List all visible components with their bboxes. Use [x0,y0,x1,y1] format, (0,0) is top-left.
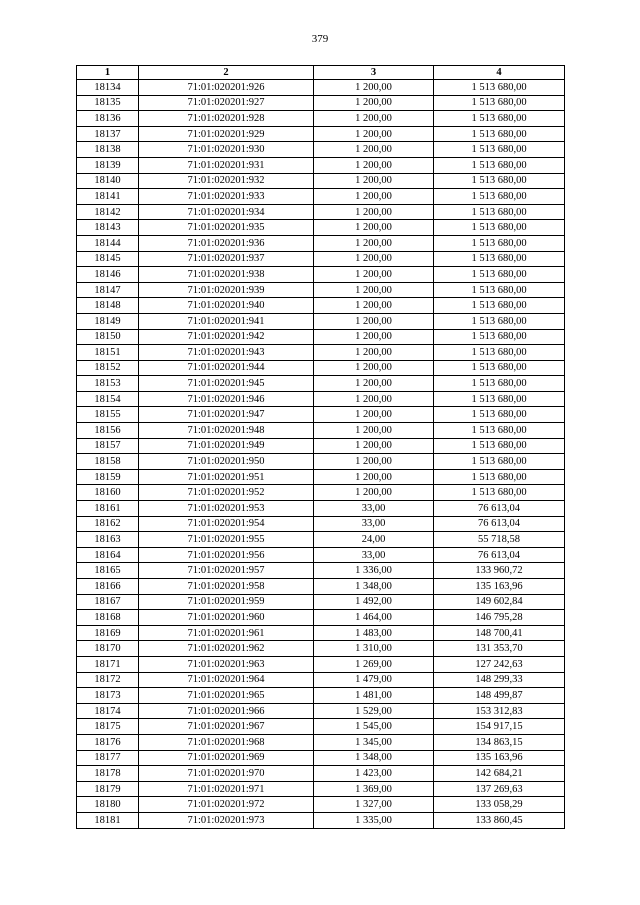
cadastral-number-cell: 71:01:020201:963 [139,656,314,672]
row-number-cell: 18178 [77,766,139,782]
table-row [77,516,565,532]
area-cell: 1 200,00 [314,204,434,220]
area-cell: 1 481,00 [314,688,434,704]
value-cell: 1 513 680,00 [434,267,565,283]
row-number-cell: 18162 [77,516,139,532]
table-row [77,376,565,392]
table-row [77,812,565,828]
row-number-cell: 18135 [77,95,139,111]
table-row [77,734,565,750]
area-cell: 1 200,00 [314,407,434,423]
table-row [77,111,565,127]
value-cell: 137 269,63 [434,781,565,797]
table-row [77,126,565,142]
cadastral-number-cell: 71:01:020201:972 [139,797,314,813]
area-cell: 1 483,00 [314,625,434,641]
area-cell: 1 200,00 [314,329,434,345]
cadastral-number-cell: 71:01:020201:933 [139,189,314,205]
value-cell: 148 499,87 [434,688,565,704]
value-cell: 1 513 680,00 [434,423,565,439]
area-cell: 1 200,00 [314,391,434,407]
area-cell: 1 200,00 [314,126,434,142]
table-body [77,80,565,829]
value-cell: 1 513 680,00 [434,438,565,454]
row-number-cell: 18141 [77,189,139,205]
row-number-cell: 18137 [77,126,139,142]
column-header-4: 4 [434,66,565,80]
table-row [77,750,565,766]
table-row [77,220,565,236]
row-number-cell: 18139 [77,157,139,173]
row-number-cell: 18176 [77,734,139,750]
value-cell: 1 513 680,00 [434,251,565,267]
table-row [77,204,565,220]
table-row [77,563,565,579]
cadastral-number-cell: 71:01:020201:966 [139,703,314,719]
area-cell: 1 200,00 [314,454,434,470]
value-cell: 1 513 680,00 [434,282,565,298]
area-cell: 1 464,00 [314,610,434,626]
area-cell: 1 529,00 [314,703,434,719]
table-row [77,251,565,267]
area-cell: 1 200,00 [314,95,434,111]
cadastral-number-cell: 71:01:020201:934 [139,204,314,220]
cadastral-number-cell: 71:01:020201:937 [139,251,314,267]
table-row [77,329,565,345]
area-cell: 1 200,00 [314,313,434,329]
area-cell: 1 200,00 [314,485,434,501]
table-row [77,688,565,704]
cadastral-number-cell: 71:01:020201:955 [139,532,314,548]
value-cell: 1 513 680,00 [434,454,565,470]
cadastral-number-cell: 71:01:020201:968 [139,734,314,750]
value-cell: 133 058,29 [434,797,565,813]
table-row [77,547,565,563]
value-cell: 1 513 680,00 [434,407,565,423]
cadastral-number-cell: 71:01:020201:945 [139,376,314,392]
row-number-cell: 18174 [77,703,139,719]
value-cell: 154 917,15 [434,719,565,735]
area-cell: 1 200,00 [314,282,434,298]
row-number-cell: 18168 [77,610,139,626]
cadastral-number-cell: 71:01:020201:954 [139,516,314,532]
row-number-cell: 18138 [77,142,139,158]
cadastral-number-cell: 71:01:020201:929 [139,126,314,142]
value-cell: 148 299,33 [434,672,565,688]
cadastral-number-cell: 71:01:020201:967 [139,719,314,735]
row-number-cell: 18158 [77,454,139,470]
value-cell: 1 513 680,00 [434,360,565,376]
cadastral-number-cell: 71:01:020201:964 [139,672,314,688]
row-number-cell: 18134 [77,80,139,96]
cadastral-number-cell: 71:01:020201:935 [139,220,314,236]
cadastral-number-cell: 71:01:020201:951 [139,469,314,485]
row-number-cell: 18169 [77,625,139,641]
table-row [77,95,565,111]
row-number-cell: 18144 [77,235,139,251]
value-cell: 146 795,28 [434,610,565,626]
row-number-cell: 18177 [77,750,139,766]
cadastral-number-cell: 71:01:020201:941 [139,313,314,329]
value-cell: 1 513 680,00 [434,376,565,392]
row-number-cell: 18180 [77,797,139,813]
cadastral-number-cell: 71:01:020201:940 [139,298,314,314]
area-cell: 1 369,00 [314,781,434,797]
table-row [77,797,565,813]
value-cell: 1 513 680,00 [434,485,565,501]
value-cell: 1 513 680,00 [434,126,565,142]
cadastral-number-cell: 71:01:020201:961 [139,625,314,641]
row-number-cell: 18142 [77,204,139,220]
table-row [77,267,565,283]
value-cell: 134 863,15 [434,734,565,750]
value-cell: 1 513 680,00 [434,142,565,158]
cadastral-number-cell: 71:01:020201:942 [139,329,314,345]
table-row [77,501,565,517]
cadastral-number-cell: 71:01:020201:927 [139,95,314,111]
page-number: 379 [311,33,329,45]
cadastral-number-cell: 71:01:020201:928 [139,111,314,127]
value-cell: 1 513 680,00 [434,329,565,345]
row-number-cell: 18175 [77,719,139,735]
row-number-cell: 18160 [77,485,139,501]
cadastral-number-cell: 71:01:020201:953 [139,501,314,517]
row-number-cell: 18172 [77,672,139,688]
area-cell: 1 327,00 [314,797,434,813]
value-cell: 1 513 680,00 [434,313,565,329]
area-cell: 33,00 [314,547,434,563]
row-number-cell: 18153 [77,376,139,392]
table-row [77,719,565,735]
row-number-cell: 18136 [77,111,139,127]
value-cell: 55 718,58 [434,532,565,548]
value-cell: 1 513 680,00 [434,235,565,251]
value-cell: 149 602,84 [434,594,565,610]
cadastral-number-cell: 71:01:020201:938 [139,267,314,283]
cadastral-number-cell: 71:01:020201:962 [139,641,314,657]
table-row [77,766,565,782]
table-row [77,345,565,361]
table-row [77,407,565,423]
row-number-cell: 18164 [77,547,139,563]
row-number-cell: 18145 [77,251,139,267]
area-cell: 1 200,00 [314,235,434,251]
column-header-2: 2 [139,66,314,80]
cadastral-number-cell: 71:01:020201:926 [139,80,314,96]
value-cell: 1 513 680,00 [434,204,565,220]
area-cell: 1 200,00 [314,157,434,173]
table-row [77,173,565,189]
area-cell: 33,00 [314,516,434,532]
row-number-cell: 18140 [77,173,139,189]
table-row [77,579,565,595]
value-cell: 1 513 680,00 [434,298,565,314]
table-row [77,423,565,439]
area-cell: 1 345,00 [314,734,434,750]
area-cell: 1 200,00 [314,173,434,189]
row-number-cell: 18154 [77,391,139,407]
value-cell: 76 613,04 [434,516,565,532]
table-row [77,235,565,251]
area-cell: 1 200,00 [314,111,434,127]
area-cell: 1 335,00 [314,812,434,828]
area-cell: 1 423,00 [314,766,434,782]
value-cell: 1 513 680,00 [434,111,565,127]
value-cell: 1 513 680,00 [434,95,565,111]
row-number-cell: 18165 [77,563,139,579]
cadastral-number-cell: 71:01:020201:970 [139,766,314,782]
value-cell: 142 684,21 [434,766,565,782]
table-row [77,157,565,173]
area-cell: 1 200,00 [314,220,434,236]
row-number-cell: 18173 [77,688,139,704]
table-header-row [77,66,565,80]
table-row [77,469,565,485]
area-cell: 1 492,00 [314,594,434,610]
value-cell: 1 513 680,00 [434,391,565,407]
value-cell: 1 513 680,00 [434,469,565,485]
value-cell: 135 163,96 [434,750,565,766]
table-row [77,360,565,376]
area-cell: 1 200,00 [314,423,434,439]
cadastral-number-cell: 71:01:020201:930 [139,142,314,158]
table-row [77,625,565,641]
row-number-cell: 18148 [77,298,139,314]
area-cell: 1 545,00 [314,719,434,735]
cadastral-number-cell: 71:01:020201:944 [139,360,314,376]
area-cell: 33,00 [314,501,434,517]
row-number-cell: 18163 [77,532,139,548]
area-cell: 1 200,00 [314,189,434,205]
value-cell: 133 960,72 [434,563,565,579]
value-cell: 1 513 680,00 [434,80,565,96]
cadastral-number-cell: 71:01:020201:958 [139,579,314,595]
area-cell: 24,00 [314,532,434,548]
area-cell: 1 200,00 [314,142,434,158]
table-row [77,594,565,610]
cadastral-number-cell: 71:01:020201:960 [139,610,314,626]
cadastral-number-cell: 71:01:020201:932 [139,173,314,189]
cadastral-number-cell: 71:01:020201:971 [139,781,314,797]
cadastral-number-cell: 71:01:020201:959 [139,594,314,610]
cadastral-number-cell: 71:01:020201:948 [139,423,314,439]
row-number-cell: 18181 [77,812,139,828]
row-number-cell: 18161 [77,501,139,517]
value-cell: 76 613,04 [434,501,565,517]
table-row [77,656,565,672]
cadastral-number-cell: 71:01:020201:949 [139,438,314,454]
row-number-cell: 18156 [77,423,139,439]
data-table [76,65,565,829]
row-number-cell: 18157 [77,438,139,454]
row-number-cell: 18170 [77,641,139,657]
value-cell: 1 513 680,00 [434,189,565,205]
area-cell: 1 336,00 [314,563,434,579]
table-row [77,454,565,470]
table-row [77,485,565,501]
value-cell: 153 312,83 [434,703,565,719]
area-cell: 1 310,00 [314,641,434,657]
row-number-cell: 18151 [77,345,139,361]
row-number-cell: 18179 [77,781,139,797]
row-number-cell: 18171 [77,656,139,672]
cadastral-number-cell: 71:01:020201:965 [139,688,314,704]
area-cell: 1 200,00 [314,469,434,485]
value-cell: 131 353,70 [434,641,565,657]
row-number-cell: 18167 [77,594,139,610]
area-cell: 1 200,00 [314,376,434,392]
row-number-cell: 18155 [77,407,139,423]
value-cell: 127 242,63 [434,656,565,672]
column-header-3: 3 [314,66,434,80]
table-row [77,282,565,298]
cadastral-number-cell: 71:01:020201:943 [139,345,314,361]
cadastral-number-cell: 71:01:020201:947 [139,407,314,423]
area-cell: 1 200,00 [314,345,434,361]
area-cell: 1 200,00 [314,360,434,376]
value-cell: 1 513 680,00 [434,173,565,189]
cadastral-number-cell: 71:01:020201:973 [139,812,314,828]
table-row [77,641,565,657]
value-cell: 133 860,45 [434,812,565,828]
row-number-cell: 18143 [77,220,139,236]
table-row [77,298,565,314]
row-number-cell: 18166 [77,579,139,595]
cadastral-number-cell: 71:01:020201:931 [139,157,314,173]
table-row [77,672,565,688]
table-row [77,438,565,454]
table-row [77,781,565,797]
area-cell: 1 200,00 [314,80,434,96]
value-cell: 135 163,96 [434,579,565,595]
area-cell: 1 200,00 [314,267,434,283]
area-cell: 1 200,00 [314,251,434,267]
area-cell: 1 479,00 [314,672,434,688]
cadastral-number-cell: 71:01:020201:950 [139,454,314,470]
cadastral-number-cell: 71:01:020201:956 [139,547,314,563]
column-header-1: 1 [77,66,139,80]
cadastral-number-cell: 71:01:020201:957 [139,563,314,579]
area-cell: 1 348,00 [314,579,434,595]
table-row [77,142,565,158]
row-number-cell: 18147 [77,282,139,298]
cadastral-number-cell: 71:01:020201:936 [139,235,314,251]
table-row [77,703,565,719]
value-cell: 148 700,41 [434,625,565,641]
value-cell: 1 513 680,00 [434,345,565,361]
value-cell: 1 513 680,00 [434,220,565,236]
cadastral-number-cell: 71:01:020201:946 [139,391,314,407]
table-row [77,80,565,96]
area-cell: 1 348,00 [314,750,434,766]
area-cell: 1 200,00 [314,298,434,314]
value-cell: 1 513 680,00 [434,157,565,173]
table-row [77,532,565,548]
area-cell: 1 200,00 [314,438,434,454]
row-number-cell: 18159 [77,469,139,485]
table-row [77,189,565,205]
row-number-cell: 18149 [77,313,139,329]
area-cell: 1 269,00 [314,656,434,672]
row-number-cell: 18146 [77,267,139,283]
table-row [77,313,565,329]
row-number-cell: 18150 [77,329,139,345]
table-row [77,610,565,626]
cadastral-number-cell: 71:01:020201:952 [139,485,314,501]
cadastral-number-cell: 71:01:020201:969 [139,750,314,766]
table-row [77,391,565,407]
value-cell: 76 613,04 [434,547,565,563]
row-number-cell: 18152 [77,360,139,376]
cadastral-number-cell: 71:01:020201:939 [139,282,314,298]
